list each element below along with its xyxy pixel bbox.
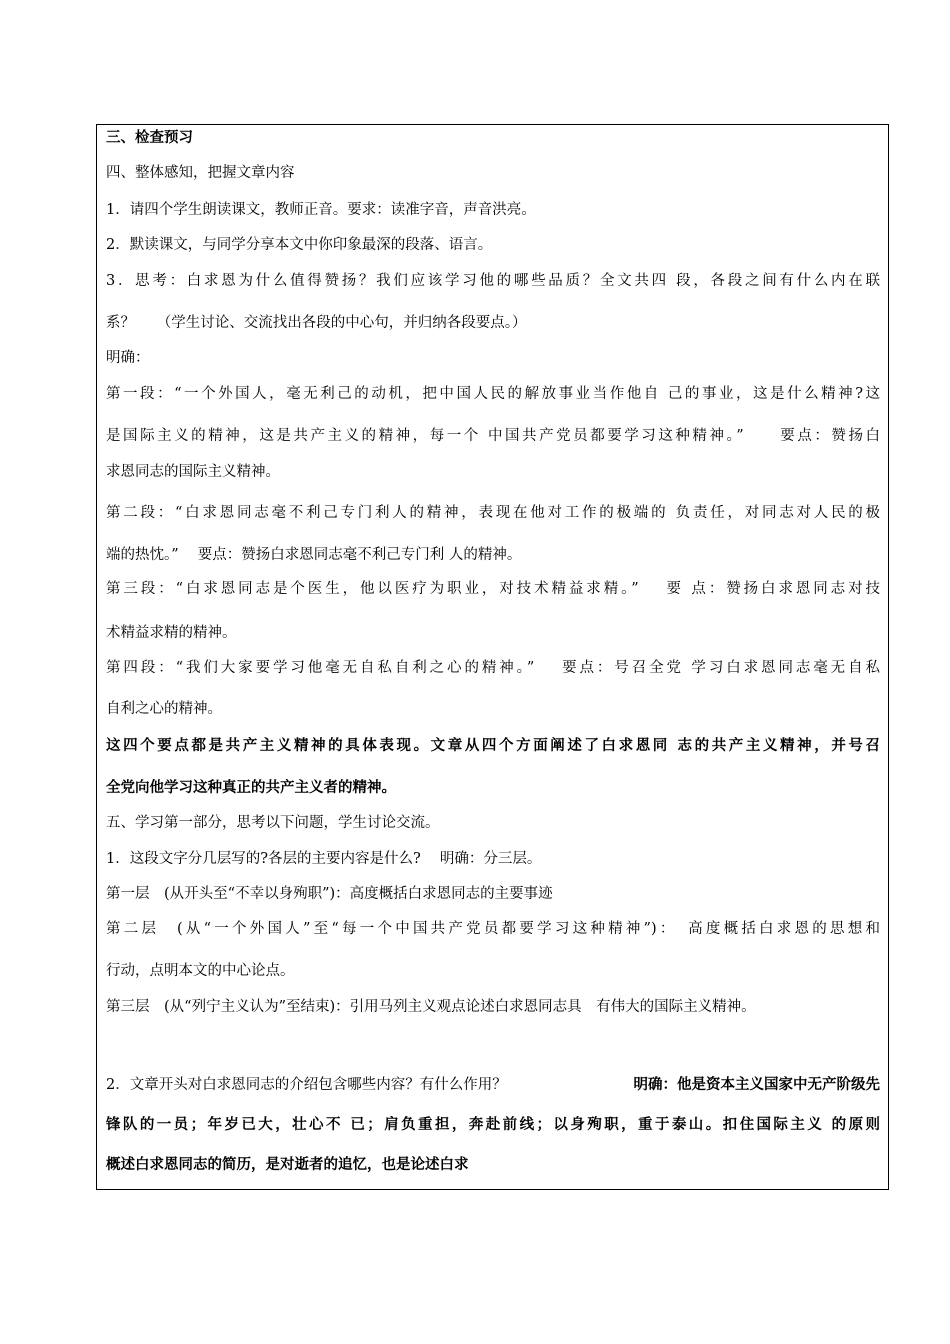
text-line: 是国际主义的精神，这是共产主义的精神，每一个 中国共产党员都要学习这种精神。” 要点：赞扬白 <box>106 428 880 444</box>
text-line: 自利之心的精神。 <box>106 701 222 717</box>
text-line: 术精益求精的精神。 <box>106 625 237 641</box>
text-line: 第二层 (从“一个外国人”至“每一个中国共产党员都要学习这种精神”)： 高度概括白求恩的思想和 <box>106 921 880 937</box>
answer-line: 锋队的一员；年岁已大，壮心不 已；肩负重担，奔赴前线；以身殉职，重于泰山。扣住国际主义 的原则 <box>106 1116 880 1133</box>
heading-check-preview: 三、检查预习 <box>106 129 193 146</box>
text-line: 第二段：“白求恩同志毫不利己专门利人的精神，表现在他对工作的极端的 负责任，对同志对人民的极 <box>106 505 880 521</box>
text-line: 1．这段文字分几层写的?各层的主要内容是什么? 明确：分三层。 <box>106 851 542 867</box>
text-line: 行动，点明本文的中心论点。 <box>106 963 295 979</box>
text-line: 系？ （学生讨论、交流找出各段的中心句，并归纳各段要点。） <box>106 315 527 331</box>
summary-line: 这四个要点都是共产主义精神的具体表现。文章从四个方面阐述了白求恩同 志的共产主义精神，并号召 <box>106 737 880 754</box>
heading-study-part-one: 五、学习第一部分，思考以下问题，学生讨论交流。 <box>106 815 440 831</box>
text-line: 第三层 (从“列宁主义认为”至结束)：引用马列主义观点论述白求恩同志具 有伟大的国际主义精神。 <box>106 999 756 1015</box>
answer-line: 概述白求恩同志的简历，是对逝者的追忆，也是论述白求 <box>106 1156 469 1173</box>
text-line: 明确： <box>106 350 150 366</box>
summary-line: 全党向他学习这种真正的共产主义者的精神。 <box>106 779 396 796</box>
text-line: 第一层 (从开头至“不幸以身殉职”)：高度概括白求恩同志的主要事迹 <box>106 886 553 902</box>
text-line: 1．请四个学生朗读课文，教师正音。要求：读准字音，声音洪亮。 <box>106 202 536 218</box>
answer-2-start: 明确：他是资本主义国家中无产阶级先 <box>633 1076 880 1093</box>
text-line: 求恩同志的国际主义精神。 <box>106 464 280 480</box>
text-line: 端的热忱。” 要点：赞扬白求恩同志毫不利己专门利 人的精神。 <box>106 547 522 563</box>
text-line: 3．思考：白求恩为什么值得赞扬？我们应该学习他的哪些品质？全文共四 段，各段之间有什么内在联 <box>106 273 880 289</box>
text-line: 第三段：“白求恩同志是个医生，他以医疗为职业，对技术精益求精。” 要 点：赞扬白求恩同志对技 <box>106 581 880 597</box>
text-line: 第四段：“我们大家要学习他毫无自私自利之心的精神。” 要点：号召全党 学习白求恩同志毫无自私 <box>106 660 880 676</box>
heading-overall-perception: 四、整体感知，把握文章内容 <box>106 165 295 181</box>
text-line: 2．默读课文，与同学分享本文中你印象最深的段落、语言。 <box>106 237 493 253</box>
text-line: 第一段：“一个外国人，毫无利己的动机，把中国人民的解放事业当作他自 己的事业，这是什么精神?这 <box>106 386 880 402</box>
question-2: 2．文章开头对白求恩同志的介绍包含哪些内容？有什么作用？ <box>106 1077 507 1093</box>
